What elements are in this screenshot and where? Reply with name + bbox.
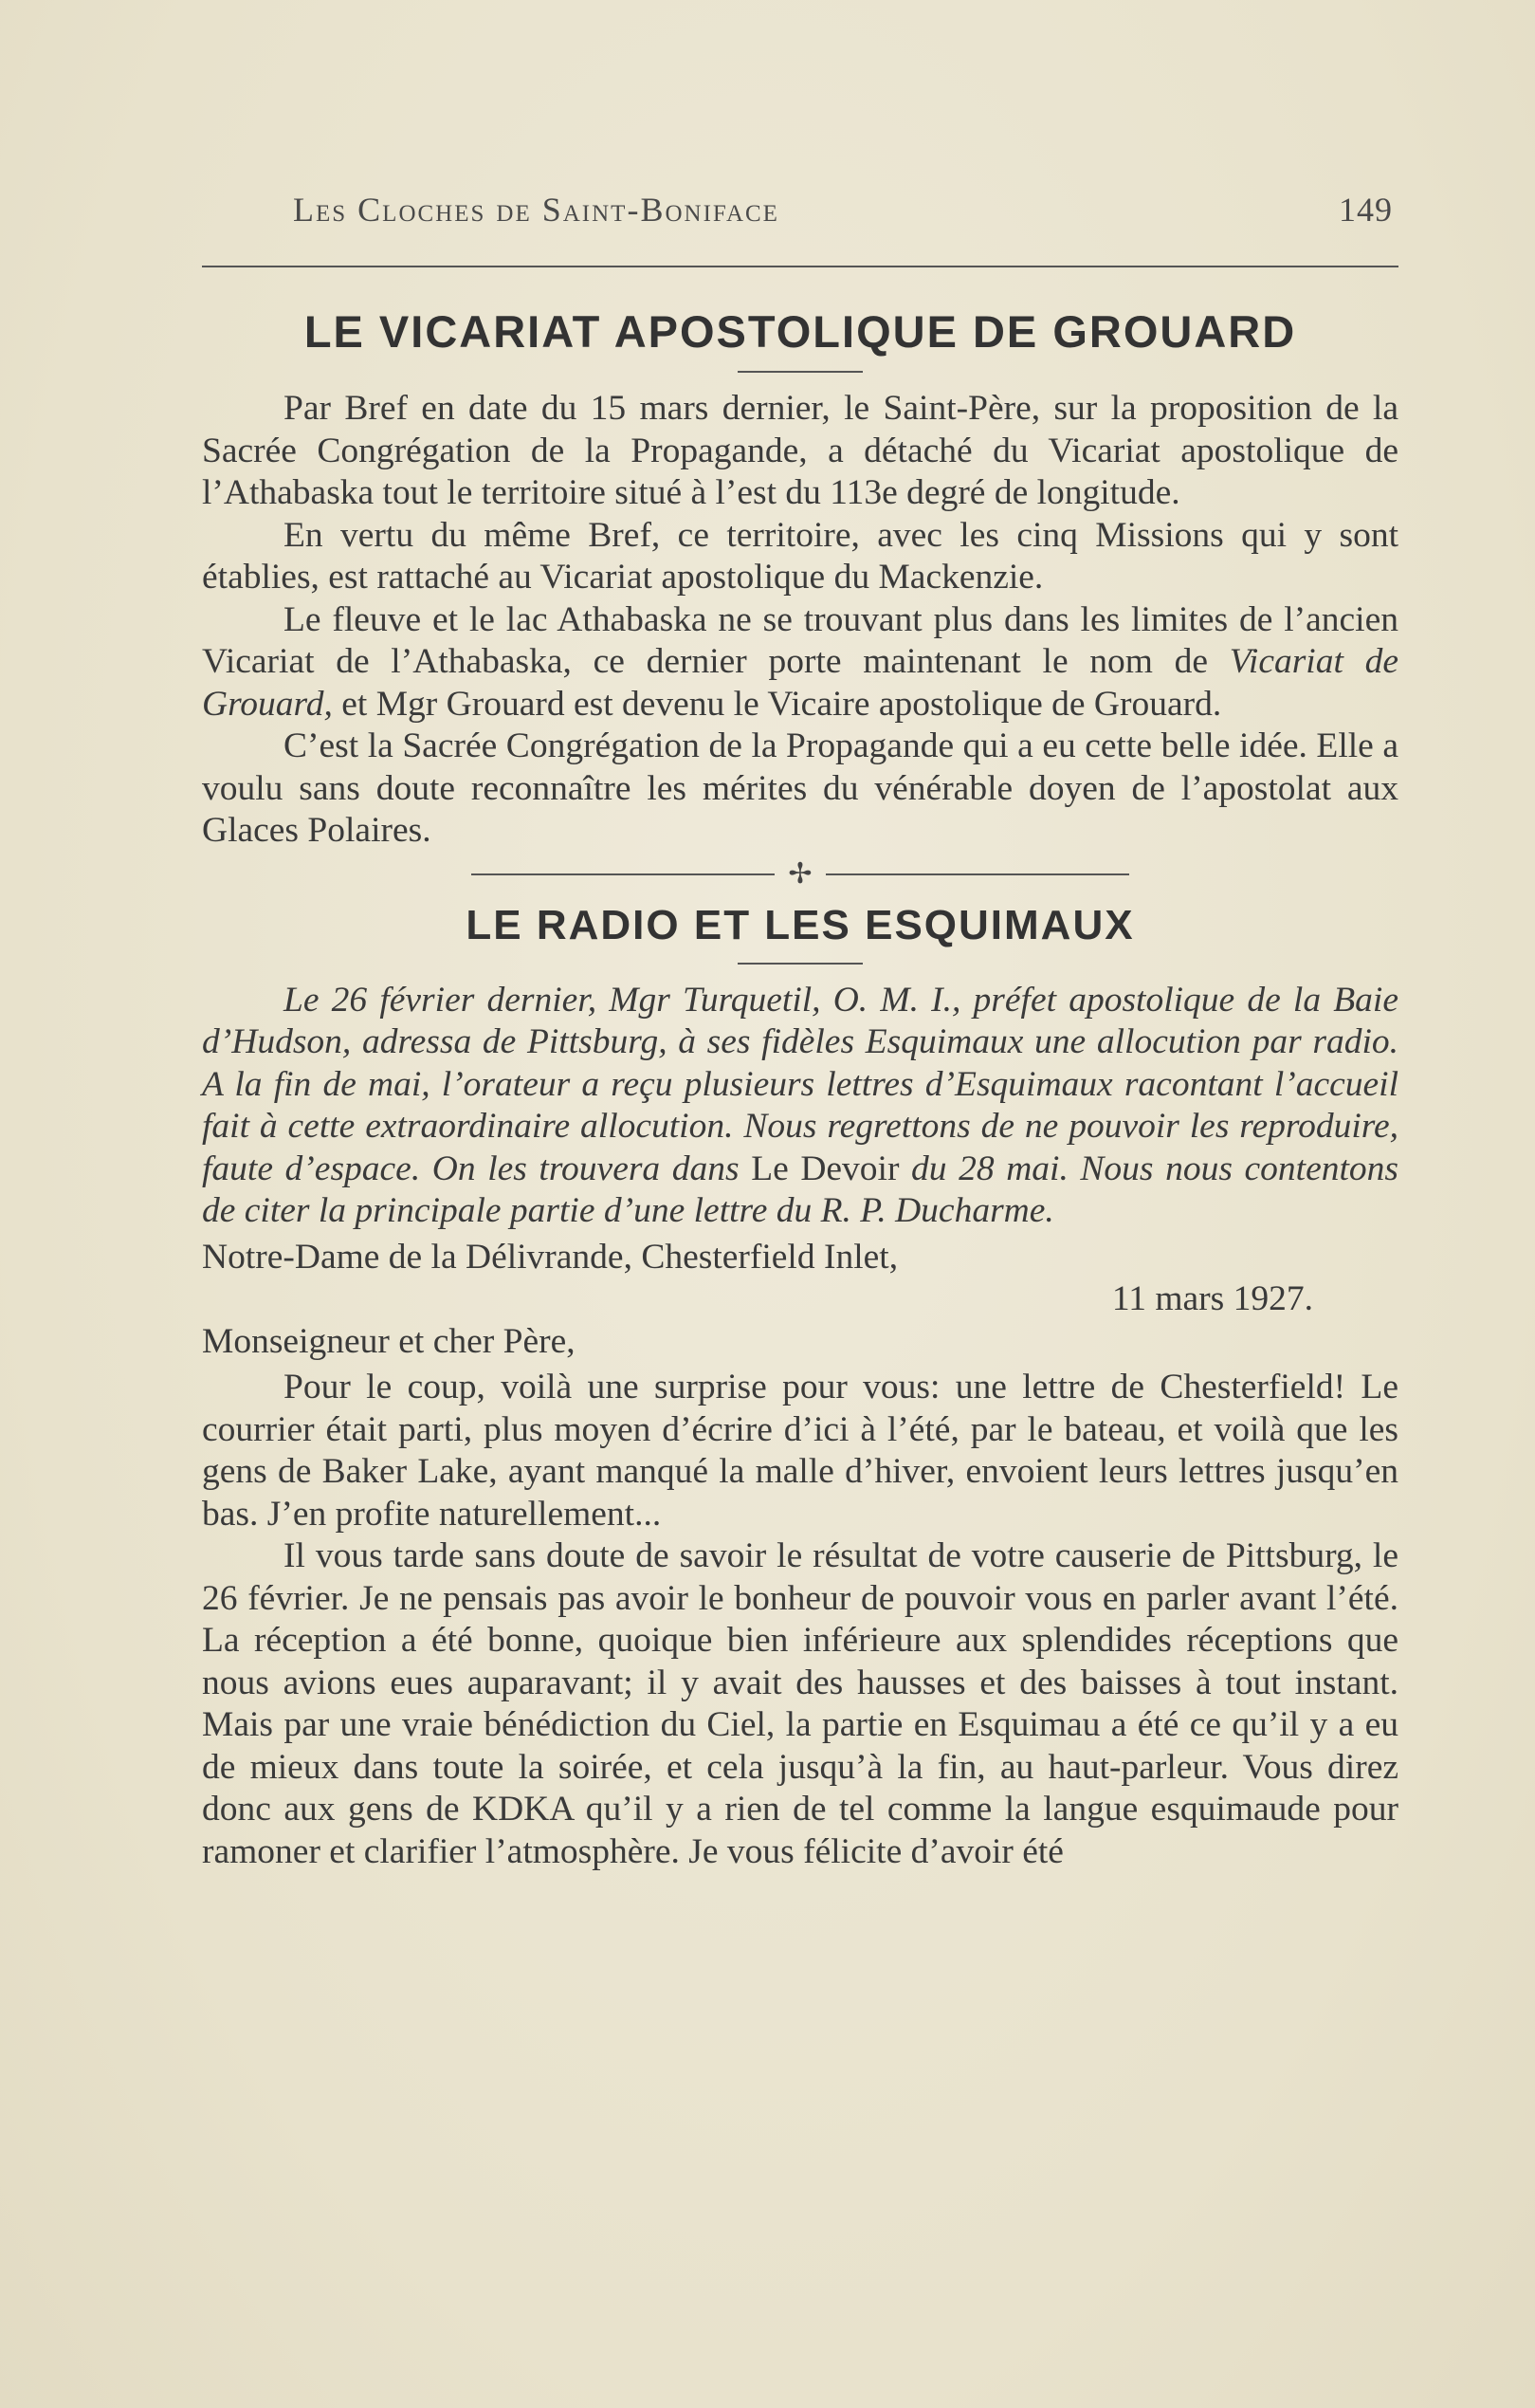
letter-place: Notre-Dame de la Délivrande, Chesterfield Inlet, — [202, 1237, 899, 1277]
text-run: du 28 mai. Nous nous contentons de citer la principale partie d’une lettre du R. P. Ducharme. — [202, 1149, 1398, 1230]
text-run: Le 26 février dernier, Mgr Turquetil, O. M. I., préfet apostolique de la Baie d’Hudson, adressa de Pittsburg, à ses fidèles Esquimaux une allocution par radio. A la fin de mai, l’orateur a reçu plusieurs lettres d’Esquimaux racontant l’accueil fait à cette extraordinaire allocution. Nous regrettons de ne pouvoir les reproduire, faute d’espace. On les trouvera dans — [202, 980, 1398, 1188]
letter-salutation: Monseigneur et cher Père, — [202, 1321, 576, 1361]
article-title: LE VICARIAT APOSTOLIQUE DE GROUARD — [303, 306, 1297, 357]
letter — [202, 1237, 1398, 1874]
title-rule — [738, 963, 863, 965]
article-title: LE RADIO ET LES ESQUIMAUX — [466, 901, 1135, 948]
cross-ornament-icon: ✢ — [788, 857, 813, 890]
letter-date: 11 mars 1927. — [1111, 1279, 1313, 1318]
editorial-intro — [202, 980, 1398, 1233]
text-run: et Mgr Grouard est devenu le Vicaire apostolique de Grouard. — [332, 684, 1222, 724]
paragraph: En vertu du même Bref, ce territoire, avec les cinq Missions qui y sont établies, est rattaché au Vicariat apostolique du Mackenzie. — [202, 515, 1398, 597]
emphasis: Vicariat de Grouard, — [202, 642, 1398, 724]
separator-line — [471, 873, 775, 875]
separator-line — [826, 873, 1129, 875]
text-run: Le fleuve et le lac Athabaska ne se trouvant plus dans les limites de l’ancien Vicariat de l’Athabaska, ce dernier porte maintenant le nom de — [202, 599, 1398, 681]
section-separator — [202, 857, 1398, 890]
intro-paragraph — [202, 980, 1398, 1233]
header-rule — [202, 266, 1398, 267]
page-number: 149 — [1339, 191, 1393, 229]
page-content — [202, 180, 1398, 1873]
title-rule — [738, 371, 863, 373]
paragraph: Par Bref en date du 15 mars dernier, le Saint-Père, sur la proposition de la Sacrée Congrégation de la Propagande, a détaché du Vicariat apostolique de l’Athabaska tout le territoire situé à l’est du 113e degré de longitude. — [202, 389, 1398, 512]
paragraph: C’est la Sacrée Congrégation de la Propagande qui a eu cette belle idée. Elle a voulu sans doute reconnaître les mérites du vénérable doyen de l’apostolat aux Glaces Polaires. — [202, 726, 1398, 850]
paragraph — [202, 599, 1398, 726]
article-vicariat — [202, 305, 1398, 853]
running-title: Les Cloches de Saint-Boniface — [293, 191, 779, 229]
newspaper-name: Le Devoir — [751, 1149, 900, 1188]
paragraph: Pour le coup, voilà une surprise pour vous: une lettre de Chesterfield! Le courrier était parti, plus moyen d’écrire d’ici à l’été, par le bateau, et voilà que les gens de Baker Lake, ayant manqué la malle d’hiver, envoient leurs lettres jusqu’en bas. J’en profite naturellement... — [202, 1368, 1398, 1534]
paragraph: Il vous tarde sans doute de savoir le résultat de votre causerie de Pittsburg, le 26 février. Je ne pensais pas avoir le bonheur de pouvoir vous en parler avant l’été. La réception a été bonne, quoique bien inférieure aux splendides réceptions que nous avions eues auparavant; il y avait des hausses et des baisses à tout instant. Mais par une vraie bénédiction du Ciel, la partie en Esquimau a été ce qu’il y a eu de mieux dans toute la soirée, et cela jusqu’à la fin, au haut-parleur. Vous direz donc aux gens de KDKA qu’il y a rien de tel comme la langue esquimaude pour ramoner et clarifier l’atmosphère. Je vous félicite d’avoir été — [202, 1536, 1398, 1871]
running-header — [202, 180, 1398, 245]
article-radio — [202, 902, 1398, 1874]
